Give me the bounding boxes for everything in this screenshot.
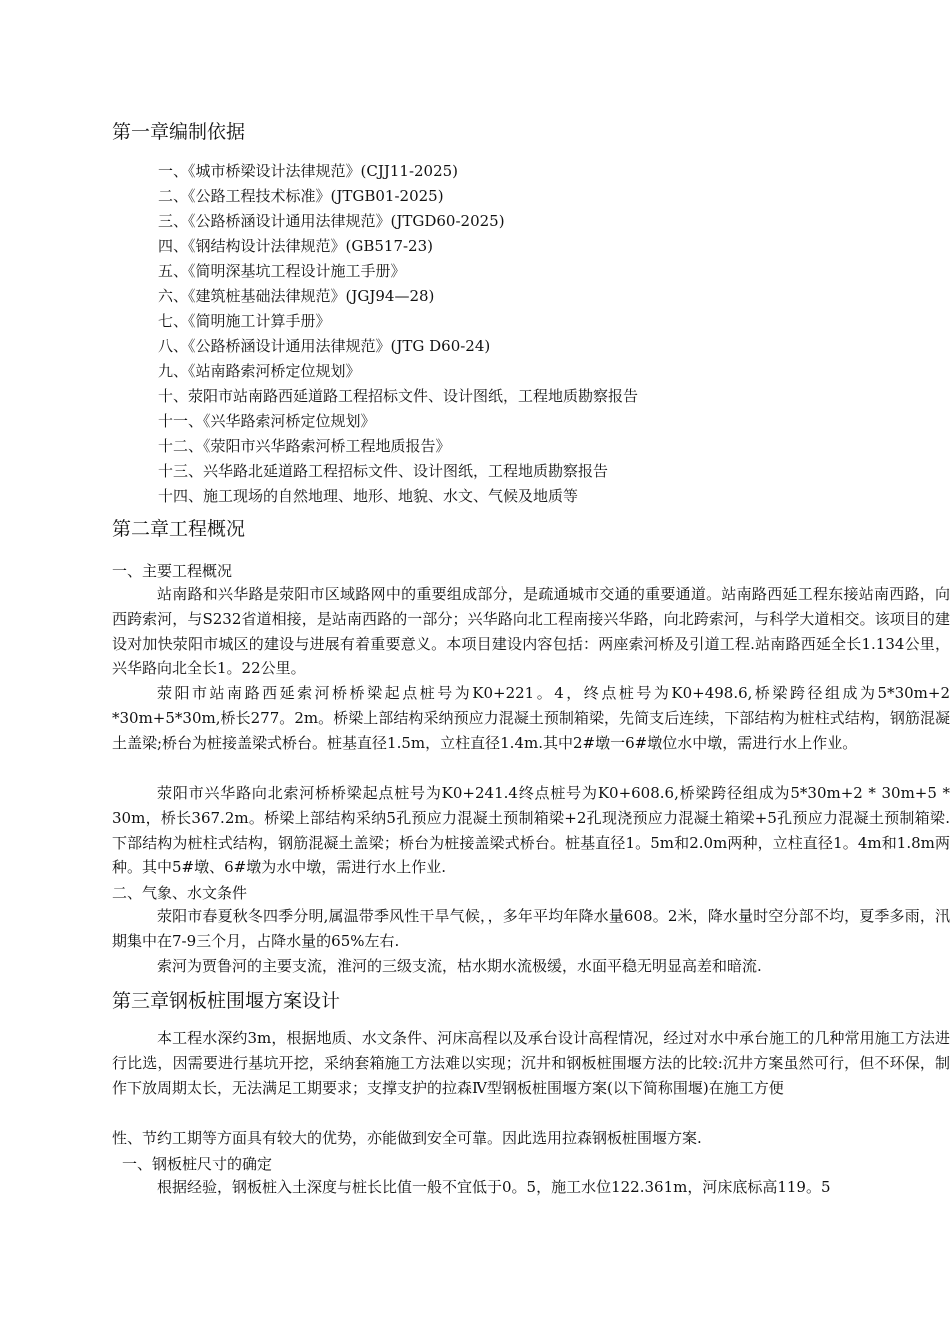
chapter-3-title: 第三章钢板桩围堰方案设计 [112, 990, 341, 1012]
basis-item-8: 八、《公路桥涵设计通用法律规范》(JTG D60-24) [158, 337, 491, 355]
basis-item-2: 二、《公路工程技术标准》(JTGB01-2025) [158, 187, 444, 205]
basis-item-4: 四、《钢结构设计法律规范》(GB517-23) [158, 237, 433, 255]
paragraph-sheet-pile-depth: 根据经验，钢板桩入土深度与桩长比值一般不宜低于0。5，施工水位122.361m，河床底标高119。5 [157, 1178, 831, 1196]
paragraph-cofferdam-selection: 本工程水深约3m，根据地质、水文条件、河床高程以及承台设计高程情况，经过对水中承台施工的几种常用施工方法进行比选，因需要进行基坑开挖，采纳套箱施工方法难以实现；沉井和钢板桩围堰方法的比较:沉井方案虽然可行，但不环保，制作下放周期太长，无法满足工期要求；支撑支护的拉森Ⅳ型钢板桩围堰方案(以下简称围堰)在施工方便 [112, 1029, 950, 1097]
paragraph-xinghua-bridge: 荥阳市兴华路向北索河桥桥梁起点桩号为K0+241.4终点桩号为K0+608.6,桥梁跨径组成为5*30m+2 * 30m+5 * 30m，桥长367.2m。桥梁上部结构采纳5孔预应力混凝土预制箱梁+2孔现浇预应力混凝土箱梁+5孔预应力混凝土预制箱梁.下部结构为桩柱式结构，钢筋混凝土盖梁；桥台为桩接盖梁式桥台。桩基直径1。5m和2.0m两种，立柱直径1。4m和1.8m两种。其中5#墩、6#墩为水中墩，需进行水上作业. [112, 784, 950, 877]
section-climate-hydrology: 二、气象、水文条件 [112, 884, 248, 902]
paragraph-cofferdam-advantages: 性、节约工期等方面具有较大的优势，亦能做到安全可靠。因此选用拉森钢板桩围堰方案. [112, 1129, 702, 1147]
basis-item-7: 七、《简明施工计算手册》 [158, 312, 331, 330]
paragraph-overview: 站南路和兴华路是荥阳市区域路网中的重要组成部分，是疏通城市交通的重要通道。站南路西延工程东接站南西路，向西跨索河，与S232省道相接，是站南西路的一部分；兴华路向北工程南接兴华路，向北跨索河，与科学大道相交。该项目的建设对加快荥阳市城区的建设与进展有着重要意义。本项目建设内容包括：两座索河桥及引道工程.站南路西延全长1.134公里，兴华路向北全长1。22公里。 [112, 585, 950, 678]
basis-item-6: 六、《建筑桩基础法律规范》(JGJ94—28) [158, 287, 435, 305]
basis-item-10: 十、荥阳市站南路西延道路工程招标文件、设计图纸，工程地质勘察报告 [158, 387, 639, 405]
basis-item-9: 九、《站南路索河桥定位规划》 [158, 362, 361, 380]
paragraph-zhannan-bridge: 荥阳市站南路西延索河桥桥梁起点桩号为K0+221。4，终点桩号为K0+498.6,桥梁跨径组成为5*30m+2 *30m+5*30m,桥长277。2m。桥梁上部结构采纳预应力混凝土预制箱梁，先简支后连续，下部结构为桩柱式结构，钢筋混凝土盖梁;桥台为桩接盖梁式桥台。桩基直径1.5m，立柱直径1.4m.其中2#墩一6#墩位水中墩，需进行水上作业。 [112, 684, 950, 752]
paragraph-river: 索河为贾鲁河的主要支流，淮河的三级支流，枯水期水流极缓，水面平稳无明显高差和暗流. [157, 957, 762, 975]
section-sheet-pile-size: 一、钢板桩尺寸的确定 [122, 1155, 273, 1173]
basis-item-11: 十一、《兴华路索河桥定位规划》 [158, 412, 376, 430]
basis-item-3: 三、《公路桥涵设计通用法律规范》(JTGD60-2025) [158, 212, 505, 230]
chapter-2-title: 第二章工程概况 [112, 518, 246, 540]
basis-item-13: 十三、兴华路北延道路工程招标文件、设计图纸，工程地质勘察报告 [158, 462, 609, 480]
basis-item-14: 十四、施工现场的自然地理、地形、地貌、水文、气候及地质等 [158, 487, 579, 505]
paragraph-climate: 荥阳市春夏秋冬四季分明,属温带季风性干旱气候，，多年平均年降水量608。2米，降水量时空分部不均，夏季多雨，汛期集中在7-9三个月，占降水量的65%左右. [112, 907, 950, 950]
basis-item-5: 五、《简明深基坑工程设计施工手册》 [158, 262, 406, 280]
basis-item-12: 十二、《荥阳市兴华路索河桥工程地质报告》 [158, 437, 451, 455]
section-main-overview: 一、主要工程概况 [112, 562, 233, 580]
basis-item-1: 一、《城市桥梁设计法律规范》(CJJ11-2025) [158, 162, 459, 180]
chapter-1-title: 第一章编制依据 [112, 121, 246, 143]
